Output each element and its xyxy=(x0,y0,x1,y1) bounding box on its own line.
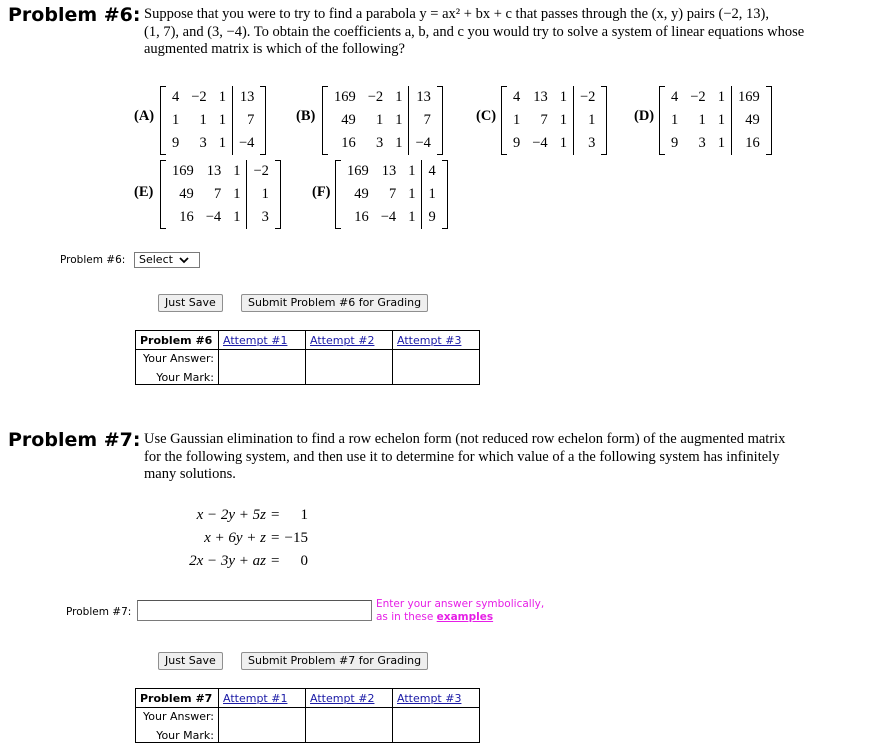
option-c-label: (C) xyxy=(476,108,497,124)
matrix-cell: 1 xyxy=(573,109,601,132)
matrix-cell: 3 xyxy=(247,206,275,229)
matrix-cell: −4 xyxy=(409,132,437,155)
equation-3-lhs: 2x − 3y + az xyxy=(189,553,266,569)
matrix-cell: 9 xyxy=(513,135,521,151)
right-bracket xyxy=(275,160,281,229)
option-f-label: (F) xyxy=(312,184,331,200)
equals-sign: = xyxy=(271,530,280,546)
attempt-2-link[interactable]: Attempt #2 xyxy=(310,692,375,705)
matrix-cell: 3 xyxy=(199,135,207,151)
matrix-cell: −2 xyxy=(367,89,384,105)
matrix-cell: 13 xyxy=(381,163,397,179)
chevron-down-icon xyxy=(179,257,189,264)
problem-7-line-3: many solutions. xyxy=(144,466,236,482)
matrix-cell: 7 xyxy=(409,109,437,132)
matrix-cell: 7 xyxy=(232,109,260,132)
attempt-3-link[interactable]: Attempt #3 xyxy=(397,334,462,347)
matrix-cell: 1 xyxy=(375,112,384,128)
matrix-cell: 9 xyxy=(671,135,679,151)
matrix-cell: 1 xyxy=(717,89,725,105)
matrix-cell: 1 xyxy=(395,135,403,151)
problem-7-answer-input[interactable] xyxy=(137,600,372,621)
matrix-cell: 9 xyxy=(422,206,442,229)
matrix-cell: 1 xyxy=(247,183,275,206)
option-e-label: (E) xyxy=(134,184,154,200)
matrix-cell: 169 xyxy=(334,89,356,105)
left-bracket xyxy=(501,86,507,155)
matrix-cell: 1 xyxy=(408,163,416,179)
problem-6-line-2: (1, 7), and (3, −4). To obtain the coefficients a, b, and c you would try to solve a system of linear equations whose xyxy=(144,23,805,40)
attempt-1-cell xyxy=(219,350,306,385)
matrix-cell: 13 xyxy=(232,86,260,109)
matrix-cell: 4 xyxy=(671,89,679,105)
left-bracket xyxy=(160,160,166,229)
attempt-1-link[interactable]: Attempt #1 xyxy=(223,334,288,347)
matrix-b xyxy=(322,86,443,155)
matrix-cell: 16 xyxy=(731,132,765,155)
matrix-cell: 1 xyxy=(717,112,725,128)
attempt-2-cell xyxy=(306,350,393,385)
left-bracket xyxy=(335,160,341,229)
matrix-cell: 1 xyxy=(559,89,567,105)
attempt-3-cell xyxy=(393,708,480,743)
matrix-cell: 4 xyxy=(422,160,442,183)
your-mark-label: Your Mark: xyxy=(156,371,214,384)
matrix-cell: 16 xyxy=(179,209,194,225)
matrix-cell: 7 xyxy=(388,186,397,202)
attempts-header: Problem #7 xyxy=(136,689,219,708)
problem-7-save-button[interactable]: Just Save xyxy=(158,652,223,670)
equation-1-lhs: x − 2y + 5z xyxy=(196,507,266,523)
matrix-cell: 169 xyxy=(172,163,194,179)
problem-7-answer-label: Problem #7: xyxy=(66,606,132,618)
matrix-cell: 1 xyxy=(233,186,241,202)
problem-7-submit-button[interactable]: Submit Problem #7 for Grading xyxy=(241,652,428,670)
problem-6-statement xyxy=(144,6,884,59)
matrix-cell: −4 xyxy=(380,209,397,225)
equation-2-rhs: −15 xyxy=(284,530,308,546)
examples-link[interactable]: examples xyxy=(436,610,494,623)
problem-7-title: Problem #7: xyxy=(8,429,141,451)
matrix-cell: 49 xyxy=(179,186,194,202)
matrix-cell: 49 xyxy=(354,186,369,202)
matrix-cell: 1 xyxy=(698,112,706,128)
left-bracket xyxy=(659,86,665,155)
problem-6-submit-button[interactable]: Submit Problem #6 for Grading xyxy=(241,294,428,312)
matrix-cell: 3 xyxy=(375,135,384,151)
equals-sign: = xyxy=(271,553,280,569)
hint-line-2: as in these examples xyxy=(376,610,494,623)
problem-7-attempts-table xyxy=(135,688,480,743)
attempt-labels-cell xyxy=(136,350,219,385)
your-mark-label: Your Mark: xyxy=(156,729,214,742)
matrix-cell: 1 xyxy=(717,135,725,151)
attempt-2-cell xyxy=(306,708,393,743)
matrix-cell: 4 xyxy=(172,89,180,105)
matrix-cell: 4 xyxy=(513,89,521,105)
matrix-cell: −2 xyxy=(247,160,275,183)
problem-6-attempts-table xyxy=(135,330,480,385)
matrix-cell: −4 xyxy=(232,132,260,155)
matrix-cell: 1 xyxy=(395,89,403,105)
attempt-1-link[interactable]: Attempt #1 xyxy=(223,692,288,705)
right-bracket xyxy=(766,86,772,155)
problem-6-save-button[interactable]: Just Save xyxy=(158,294,223,312)
matrix-cell: 1 xyxy=(408,209,416,225)
option-b-label: (B) xyxy=(296,108,316,124)
problem-7-statement xyxy=(144,431,884,484)
matrix-cell: 1 xyxy=(172,112,180,128)
right-bracket xyxy=(260,86,266,155)
left-bracket xyxy=(322,86,328,155)
matrix-cell: 1 xyxy=(395,112,403,128)
right-bracket xyxy=(442,160,448,229)
problem-6-answer-label: Problem #6: xyxy=(60,254,126,266)
matrix-cell: −2 xyxy=(690,89,706,105)
matrix-cell: −4 xyxy=(205,209,222,225)
matrix-cell: 16 xyxy=(354,209,369,225)
problem-7-line-2: for the following system, and then use it to determine for which value of a the following system has infinitely xyxy=(144,448,780,465)
right-bracket xyxy=(601,86,607,155)
equals-sign: = xyxy=(271,507,280,523)
option-d-label: (D) xyxy=(634,108,655,124)
matrix-cell: 1 xyxy=(218,135,226,151)
matrix-cell: 169 xyxy=(731,86,765,109)
attempt-2-link[interactable]: Attempt #2 xyxy=(310,334,375,347)
matrix-cell: 13 xyxy=(409,86,437,109)
equation-1-rhs: 1 xyxy=(300,507,308,523)
matrix-c xyxy=(501,86,607,155)
matrix-cell: −2 xyxy=(191,89,207,105)
matrix-e xyxy=(160,160,281,229)
matrix-cell: −2 xyxy=(573,86,601,109)
matrix-cell: 1 xyxy=(671,112,679,128)
matrix-cell: 169 xyxy=(347,163,369,179)
matrix-cell: 1 xyxy=(199,112,207,128)
matrix-cell: 49 xyxy=(731,109,765,132)
attempt-3-cell xyxy=(393,350,480,385)
problem-6-line-3: augmented matrix is which of the following? xyxy=(144,41,405,57)
attempts-header: Problem #6 xyxy=(136,331,219,350)
matrix-f xyxy=(335,160,448,229)
matrix-cell: 1 xyxy=(513,112,521,128)
matrix-cell: 1 xyxy=(408,186,416,202)
select-value: Select xyxy=(139,253,173,266)
matrix-cell: 3 xyxy=(573,132,601,155)
your-answer-label: Your Answer: xyxy=(142,352,214,365)
right-bracket xyxy=(437,86,443,155)
matrix-cell: 7 xyxy=(213,186,222,202)
matrix-cell: 7 xyxy=(540,112,548,128)
matrix-cell: 1 xyxy=(559,135,567,151)
matrix-cell: 1 xyxy=(422,183,442,206)
matrix-cell: 9 xyxy=(172,135,180,151)
attempt-1-cell xyxy=(219,708,306,743)
matrix-cell: 1 xyxy=(218,112,226,128)
matrix-cell: 1 xyxy=(233,163,241,179)
problem-6-answer-select[interactable] xyxy=(134,252,200,268)
option-a-label: (A) xyxy=(134,108,155,124)
matrix-cell: 1 xyxy=(559,112,567,128)
matrix-cell: 49 xyxy=(341,112,356,128)
left-bracket xyxy=(160,86,166,155)
matrix-cell: 1 xyxy=(218,89,226,105)
problem-6-title: Problem #6: xyxy=(8,4,141,26)
matrix-cell: −4 xyxy=(532,135,548,151)
matrix-a xyxy=(160,86,266,155)
matrix-d xyxy=(659,86,772,155)
matrix-cell: 1 xyxy=(233,209,241,225)
equation-3-rhs: 0 xyxy=(300,553,308,569)
matrix-cell: 13 xyxy=(206,163,222,179)
hint-line-1: Enter your answer symbolically, xyxy=(376,598,545,610)
matrix-cell: 16 xyxy=(341,135,356,151)
attempt-3-link[interactable]: Attempt #3 xyxy=(397,692,462,705)
problem-7-hint xyxy=(376,598,544,623)
attempt-labels-cell xyxy=(136,708,219,743)
equation-2-lhs: x + 6y + z xyxy=(204,530,266,546)
problem-7-line-1: Use Gaussian elimination to find a row echelon form (not reduced row echelon form) of the augmented matrix xyxy=(144,431,786,447)
matrix-cell: 13 xyxy=(533,89,548,105)
your-answer-label: Your Answer: xyxy=(142,710,214,723)
matrix-cell: 3 xyxy=(698,135,706,151)
problem-6-line-1: Suppose that you were to try to find a parabola y = ax² + bx + c that passes through the (x, y) pairs (−2, 13), xyxy=(144,6,769,22)
